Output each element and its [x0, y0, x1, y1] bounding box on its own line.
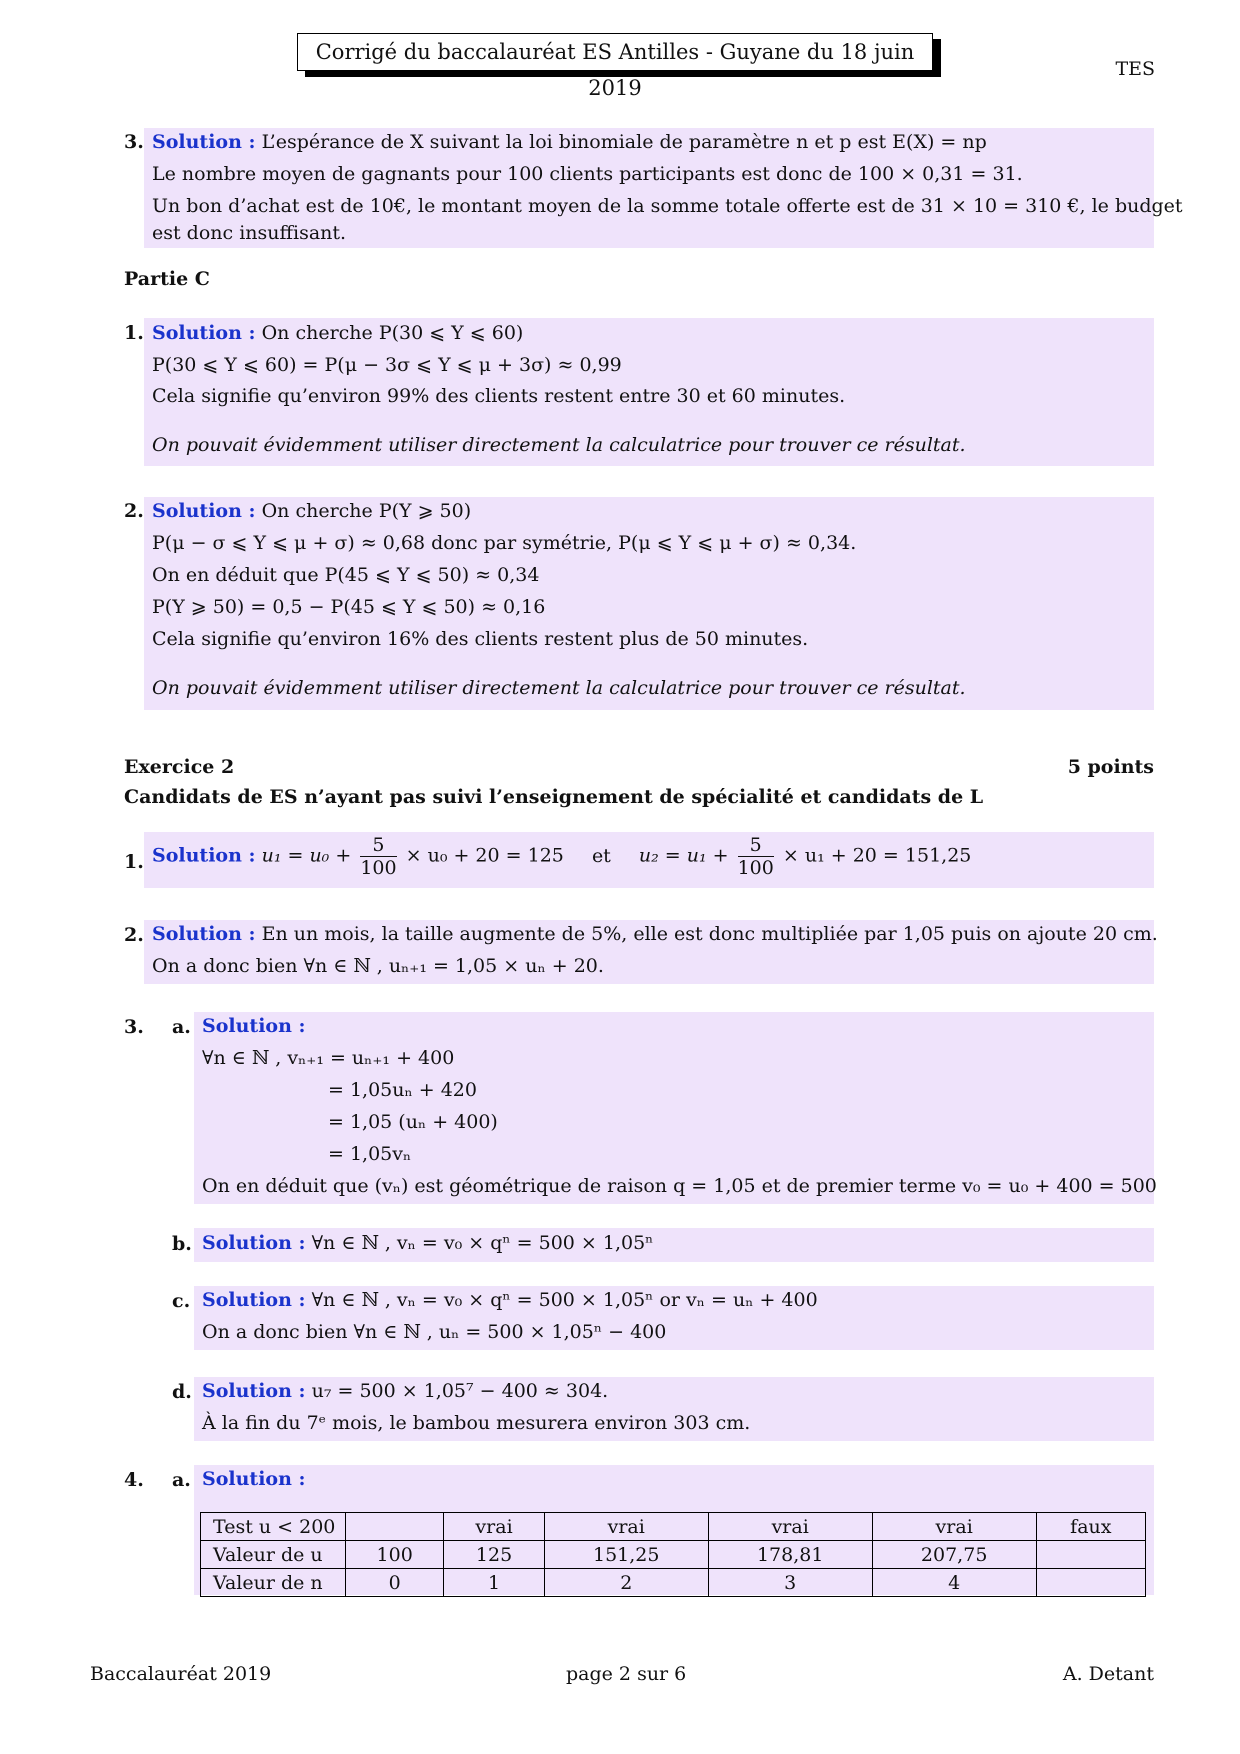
- table-cell: faux: [1036, 1513, 1145, 1541]
- subquestion-letter: a.: [172, 1469, 191, 1491]
- footer-page-number: page 2 sur 6: [566, 1663, 687, 1685]
- subquestion-letter: a.: [172, 1016, 191, 1038]
- solution-label: Solution :: [152, 500, 256, 522]
- solution-line: On en déduit que (vₙ) est géométrique de raison q = 1,05 et de premier terme v₀ = u₀ + 400 = 500: [202, 1175, 1157, 1197]
- table-cell: 2: [544, 1569, 708, 1597]
- fraction: [738, 834, 774, 879]
- table-cell: Test u < 200: [201, 1513, 346, 1541]
- solution-box-e1: [144, 832, 1154, 888]
- solution-line: Le nombre moyen de gagnants pour 100 clients participants est donc de 100 × 0,31 = 31.: [152, 163, 1023, 185]
- formula-u1-right: × u₀ + 20 = 125: [405, 844, 564, 867]
- table-row: [201, 1569, 1146, 1597]
- table-row: [201, 1541, 1146, 1569]
- table-cell: vrai: [544, 1513, 708, 1541]
- solution-line: ∀n ∈ ℕ , vₙ = v₀ × qⁿ = 500 × 1,05ⁿ: [311, 1232, 654, 1254]
- solution-box-e2: [144, 920, 1158, 984]
- conjunction: et: [591, 844, 611, 867]
- exercise-subtitle: Candidats de ES n’ayant pas suivi l’enseignement de spécialité et candidats de L: [124, 786, 984, 808]
- solution-box-e3c: [194, 1286, 1154, 1350]
- solution-label: Solution :: [202, 1289, 306, 1311]
- formula-u2-right: × u₁ + 20 = 151,25: [782, 844, 972, 867]
- footer-author: A. Detant: [1062, 1663, 1154, 1685]
- solution-line: P(μ − σ ⩽ Y ⩽ μ + σ) ≈ 0,68 donc par symétrie, P(μ ⩽ Y ⩽ μ + σ) ≈ 0,34.: [152, 532, 857, 554]
- solution-line: En un mois, la taille augmente de 5%, elle est donc multipliée par 1,05 puis on ajoute 20 cm.: [261, 923, 1158, 945]
- table-cell: [346, 1513, 444, 1541]
- solution-line: On cherche P(Y ⩾ 50): [261, 500, 472, 522]
- table-cell: vrai: [872, 1513, 1036, 1541]
- fraction-denominator: 100: [360, 857, 397, 879]
- solution-line: Cela signifie qu’environ 99% des clients restent entre 30 et 60 minutes.: [152, 385, 846, 407]
- table-cell: Valeur de u: [201, 1541, 346, 1569]
- table-cell: 1: [444, 1569, 544, 1597]
- table-cell: 151,25: [544, 1541, 708, 1569]
- solution-note: On pouvait évidemment utiliser directement la calculatrice pour trouver ce résultat.: [152, 434, 966, 456]
- subquestion-letter: b.: [172, 1233, 192, 1255]
- formula-u1-left: u₁ = u₀ +: [261, 844, 352, 867]
- solution-line: On a donc bien ∀n ∈ ℕ , uₙ₊₁ = 1,05 × uₙ + 20.: [152, 955, 604, 977]
- table-row: [201, 1513, 1146, 1541]
- solution-label: Solution :: [202, 1232, 306, 1254]
- table-cell: [1036, 1541, 1145, 1569]
- question-number: 1.: [124, 851, 144, 873]
- solution-line: = 1,05vₙ: [328, 1143, 412, 1165]
- question-number: 4.: [124, 1469, 144, 1491]
- solution-box-b3: [144, 128, 1183, 248]
- table-cell: 0: [346, 1569, 444, 1597]
- fraction-denominator: 100: [737, 857, 774, 879]
- solution-box-e3b: [194, 1228, 1154, 1262]
- fraction-numerator: 5: [738, 834, 774, 857]
- solution-line: L’espérance de X suivant la loi binomiale de paramètre n et p est E(X) = np: [261, 131, 987, 153]
- table-cell: Valeur de n: [201, 1569, 346, 1597]
- solution-line: On cherche P(30 ⩽ Y ⩽ 60): [261, 322, 524, 344]
- exercise-title: Exercice 2: [124, 756, 235, 778]
- solution-label: Solution :: [202, 1380, 306, 1402]
- solution-line: P(30 ⩽ Y ⩽ 60) = P(μ − 3σ ⩽ Y ⩽ μ + 3σ) ≈ 0,99: [152, 354, 622, 376]
- table-cell: vrai: [444, 1513, 544, 1541]
- solution-label: Solution :: [152, 131, 256, 153]
- document-title: Corrigé du baccalauréat ES Antilles - Guyane du 18 juin 2019: [297, 33, 933, 71]
- solution-line: On a donc bien ∀n ∈ ℕ , uₙ = 500 × 1,05ⁿ − 400: [202, 1321, 667, 1343]
- question-number: 2.: [124, 924, 144, 946]
- question-number: 2.: [124, 500, 144, 522]
- solution-label: Solution :: [152, 923, 256, 945]
- fraction-numerator: 5: [360, 834, 396, 857]
- table-cell: 4: [872, 1569, 1036, 1597]
- exercise-points: 5 points: [1067, 756, 1154, 778]
- solution-line: Un bon d’achat est de 10€, le montant moyen de la somme totale offerte est de 31 × 10 = 310 €, le budget: [152, 195, 1183, 217]
- solution-line: P(Y ⩾ 50) = 0,5 − P(45 ⩽ Y ⩽ 50) ≈ 0,16: [152, 596, 546, 618]
- solution-line: est donc insuffisant.: [152, 222, 347, 244]
- solution-line: ∀n ∈ ℕ , vₙ = v₀ × qⁿ = 500 × 1,05ⁿ or vₙ = uₙ + 400: [311, 1289, 818, 1311]
- table-cell: 3: [708, 1569, 872, 1597]
- solution-line: On en déduit que P(45 ⩽ Y ⩽ 50) ≈ 0,34: [152, 564, 540, 586]
- subquestion-letter: d.: [172, 1381, 192, 1403]
- fraction: [360, 834, 396, 879]
- solution-line: = 1,05uₙ + 420: [328, 1079, 477, 1101]
- solution-box-c2: [144, 497, 1154, 710]
- question-number: 3.: [124, 131, 144, 153]
- table-cell: 207,75: [872, 1541, 1036, 1569]
- solution-line: = 1,05 (uₙ + 400): [328, 1111, 498, 1133]
- subquestion-letter: c.: [172, 1290, 191, 1312]
- section-title: Partie C: [124, 268, 210, 290]
- solution-label: Solution :: [152, 322, 256, 344]
- table-cell: [1036, 1569, 1145, 1597]
- solution-box-e3a: [194, 1012, 1157, 1204]
- solution-line: ∀n ∈ ℕ , vₙ₊₁ = uₙ₊₁ + 400: [202, 1047, 455, 1069]
- formula-u2-left: u₂ = u₁ +: [638, 844, 729, 867]
- table-cell: 178,81: [708, 1541, 872, 1569]
- table-cell: vrai: [708, 1513, 872, 1541]
- solution-box-e3d: [194, 1377, 1154, 1441]
- question-number: 3.: [124, 1016, 144, 1038]
- solution-label: Solution :: [202, 1468, 306, 1490]
- solution-label: Solution :: [202, 1015, 306, 1037]
- solution-box-c1: [144, 318, 1154, 466]
- solution-line: u₇ = 500 × 1,05⁷ − 400 ≈ 304.: [311, 1380, 609, 1402]
- question-number: 1.: [124, 322, 144, 344]
- solution-label: Solution :: [152, 844, 256, 867]
- algorithm-table: [200, 1512, 1146, 1597]
- solution-line: Cela signifie qu’environ 16% des clients restent plus de 50 minutes.: [152, 628, 809, 650]
- solution-line: À la fin du 7ᵉ mois, le bambou mesurera environ 303 cm.: [202, 1412, 751, 1434]
- series-tag: TES: [1115, 58, 1155, 80]
- solution-note: On pouvait évidemment utiliser directement la calculatrice pour trouver ce résultat.: [152, 677, 966, 699]
- table-cell: 100: [346, 1541, 444, 1569]
- table-cell: 125: [444, 1541, 544, 1569]
- footer-left: Baccalauréat 2019: [90, 1663, 272, 1685]
